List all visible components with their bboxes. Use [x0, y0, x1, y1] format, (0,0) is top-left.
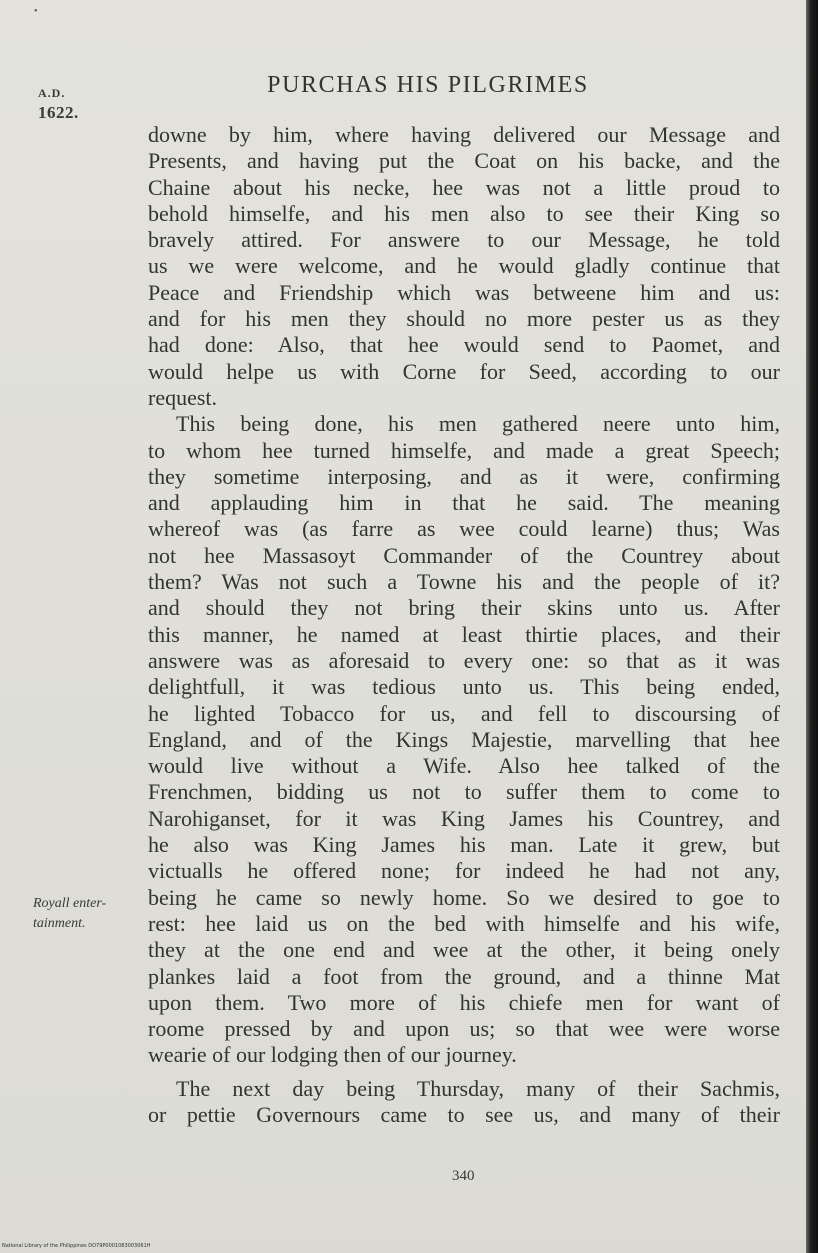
- text-line: whereof was (as farre as wee could learne) thus; Was: [148, 516, 780, 542]
- text-line: rest: hee laid us on the bed with himselfe and his wife,: [148, 910, 780, 936]
- text-line: behold himselfe, and his men also to see their King so: [148, 200, 780, 226]
- text-line: and for his men they should no more pester us as they: [148, 306, 780, 332]
- page-edge-shadow: [806, 0, 818, 1253]
- text-line: Chaine about his necke, hee was not a little proud to: [148, 174, 780, 200]
- text-line: plankes laid a foot from the ground, and a thinne Mat: [148, 963, 780, 989]
- page-speck: •: [34, 6, 38, 17]
- paragraph-start: This being done, his men gathered neere unto him,: [176, 411, 780, 437]
- text-line: victualls he offered none; for indeed he had not any,: [148, 858, 780, 884]
- text-line: they at the one end and wee at the other, it being onely: [148, 937, 780, 963]
- body-text: [148, 122, 780, 1128]
- text-line: and applauding him in that he said. The meaning: [148, 490, 780, 516]
- text-line: answere was as aforesaid to every one: so that as it was: [148, 647, 780, 673]
- text-line: delightfull, it was tedious unto us. This being ended,: [148, 674, 780, 700]
- text-line: them? Was not such a Towne his and the people of it?: [148, 569, 780, 595]
- margin-note-line: Royall enter-: [33, 896, 107, 911]
- text-line: and should they not bring their skins unto us. After: [148, 595, 780, 621]
- text-line: he also was King James his man. Late it grew, but: [148, 832, 780, 858]
- text-line: Peace and Friendship which was betweene him and us:: [148, 279, 780, 305]
- scan-credit: National Library of the Philippines DO79P0001083003061H: [2, 1243, 151, 1249]
- text-line: to whom hee turned himselfe, and made a great Speech;: [148, 437, 780, 463]
- text-line: Frenchmen, bidding us not to suffer them to come to: [148, 779, 780, 805]
- text-line: he lighted Tobacco for us, and fell to discoursing of: [148, 700, 780, 726]
- text-line: not hee Massasoyt Commander of the Countrey about: [148, 542, 780, 568]
- text-line: would helpe us with Corne for Seed, according to our: [148, 358, 780, 384]
- text-line: us we were welcome, and he would gladly continue that: [148, 253, 780, 279]
- paragraph-start: The next day being Thursday, many of their Sachmis,: [176, 1075, 780, 1101]
- margin-note: [33, 894, 106, 934]
- margin-note-line: tainment.: [33, 916, 86, 931]
- text-line: roome pressed by and upon us; so that wee were worse: [148, 1016, 780, 1042]
- text-line: wearie of our lodging then of our journey.: [148, 1042, 517, 1068]
- text-line: Presents, and having put the Coat on his backe, and the: [148, 148, 780, 174]
- text-line: downe by him, where having delivered our Message and: [148, 122, 780, 147]
- paragraph-gap: [148, 1069, 780, 1076]
- text-line: upon them. Two more of his chiefe men for want of: [148, 989, 780, 1015]
- year-value: 1622.: [38, 103, 79, 122]
- text-line: would live without a Wife. Also hee talked of the: [148, 753, 780, 779]
- text-line: or pettie Governours came to see us, and many of their: [148, 1101, 780, 1127]
- text-line: Narohiganset, for it was King James his Countrey, and: [148, 805, 780, 831]
- running-title: PURCHAS HIS PILGRIMES: [267, 72, 589, 98]
- text-line: they sometime interposing, and as it were, confirming: [148, 463, 780, 489]
- text-line: request.: [148, 384, 218, 410]
- text-line: bravely attired. For answere to our Message, he told: [148, 227, 780, 253]
- text-line: England, and of the Kings Majestie, marvelling that hee: [148, 726, 780, 752]
- text-line: being he came so newly home. So we desired to goe to: [148, 884, 780, 910]
- text-line: this manner, he named at least thirtie places, and their: [148, 621, 780, 647]
- page-number: 340: [452, 1168, 475, 1184]
- text-line: had done: Also, that hee would send to Paomet, and: [148, 332, 780, 358]
- year-label: A.D.: [38, 86, 66, 100]
